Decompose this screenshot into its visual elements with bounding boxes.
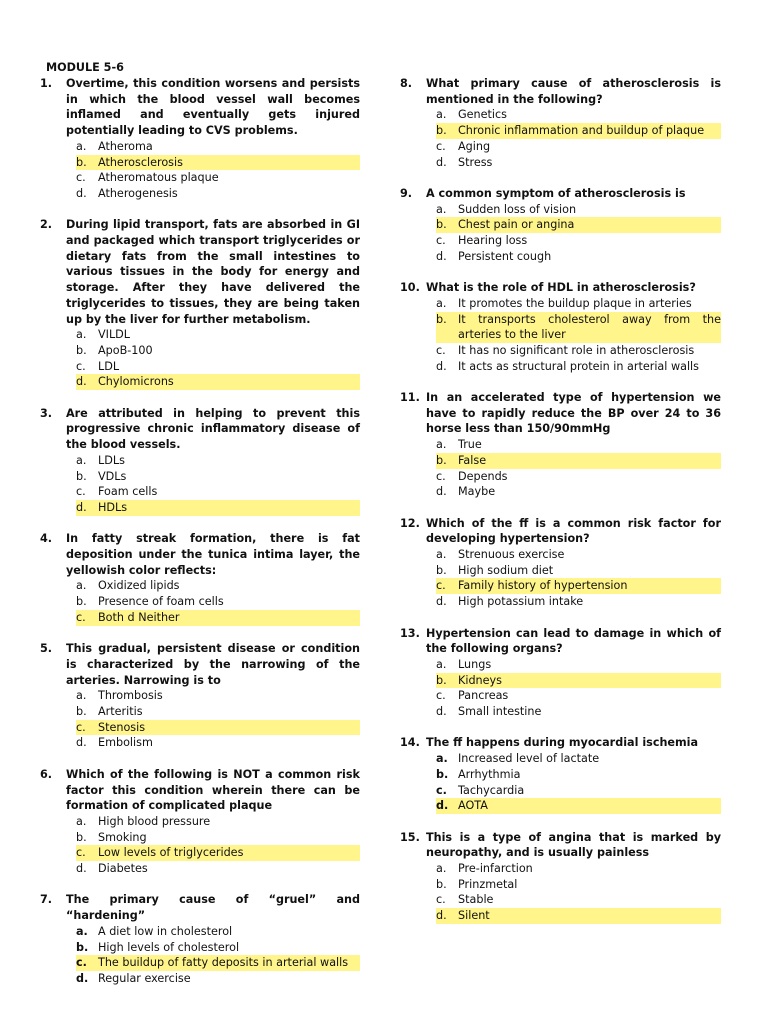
answer-option (436, 877, 721, 893)
question-item (400, 626, 721, 736)
option-text: Increased level of lactate (458, 752, 600, 766)
question-stem (400, 186, 721, 202)
option-text: VDLs (98, 469, 127, 483)
option-letter: c. (436, 783, 447, 797)
option-text: A diet low in cholesterol (98, 924, 233, 938)
option-letter: c. (436, 469, 446, 483)
question-number: 1. (40, 77, 53, 90)
question-stem (400, 626, 721, 657)
option-text: Pre-infarction (458, 862, 533, 876)
question-stem (40, 217, 360, 327)
question-stem (40, 531, 360, 578)
option-letter: c. (76, 955, 98, 971)
answer-option (436, 249, 721, 265)
option-list (40, 327, 360, 390)
question-item (40, 217, 360, 405)
answer-option (436, 107, 721, 123)
option-letter: a. (436, 108, 447, 122)
answer-option (76, 343, 360, 359)
question-text: Which of the following is NOT a common risk factor this condition wherein there can be formation of complicated plaque (66, 767, 360, 813)
answer-option (76, 139, 360, 155)
answer-option (76, 186, 360, 202)
option-letter: a. (76, 579, 87, 593)
answer-option (76, 830, 360, 846)
answer-option (76, 469, 360, 485)
option-letter: c. (436, 893, 446, 907)
question-text: The ff happens during myocardial ischemia (426, 736, 699, 750)
option-letter: d. (76, 971, 89, 985)
question-number: 14. (400, 736, 420, 750)
option-text: Persistent cough (458, 249, 552, 263)
question-item (400, 76, 721, 186)
option-list (40, 578, 360, 625)
question-text: In fatty streak formation, there is fat deposition under the tunica intima layer, the yellowish color reflects: (66, 532, 360, 577)
answer-option (436, 437, 721, 453)
question-number: 10. (400, 281, 420, 295)
option-text: High blood pressure (98, 814, 211, 828)
question-number: 4. (40, 532, 53, 546)
answer-option (76, 359, 360, 375)
option-letter: d. (76, 186, 87, 200)
option-letter: c. (76, 171, 86, 185)
option-letter: c. (436, 689, 446, 703)
answer-option (436, 296, 721, 312)
option-text: Sudden loss of vision (458, 202, 577, 216)
option-letter: c. (76, 845, 98, 861)
answer-option (76, 688, 360, 704)
option-text: Embolism (98, 736, 153, 750)
option-text: Stable (458, 893, 494, 907)
highlighted-answer-option (76, 955, 360, 971)
highlighted-answer-option (76, 155, 360, 171)
question-item (40, 76, 360, 217)
option-letter: d. (436, 359, 447, 373)
option-text: Atherogenesis (98, 186, 178, 200)
answer-option (76, 170, 360, 186)
question-number: 6. (40, 767, 53, 781)
option-letter: d. (76, 374, 98, 390)
option-text: Presence of foam cells (98, 595, 224, 609)
option-text: Low levels of triglycerides (98, 845, 360, 861)
option-letter: d. (76, 736, 87, 750)
answer-option (76, 578, 360, 594)
question-number: 2. (40, 218, 53, 232)
option-letter: d. (436, 798, 458, 814)
option-text: Atherosclerosis (98, 155, 360, 171)
option-letter: d. (76, 500, 98, 516)
question-text: Hypertension can lead to damage in which of the following organs? (426, 626, 721, 656)
option-text: Atheromatous plaque (98, 171, 219, 185)
option-letter: c. (436, 234, 446, 248)
option-text: Lungs (458, 657, 492, 671)
question-number: 7. (40, 893, 53, 907)
answer-option (436, 751, 721, 767)
option-letter: b. (76, 830, 87, 844)
option-list (400, 437, 721, 500)
left-question-column (40, 76, 360, 987)
question-stem (40, 641, 360, 688)
option-text: High levels of cholesterol (98, 940, 240, 954)
option-letter: a. (436, 752, 448, 766)
module-title: MODULE 5-6 (46, 61, 124, 74)
highlighted-answer-option (436, 578, 721, 594)
option-letter: b. (76, 343, 87, 357)
answer-option (76, 924, 360, 940)
option-letter: a. (76, 814, 87, 828)
highlighted-answer-option (76, 610, 360, 626)
option-text: Oxidized lipids (98, 579, 180, 593)
option-list (400, 107, 721, 170)
question-stem (400, 516, 721, 547)
option-text: Arteritis (98, 705, 143, 719)
option-letter: c. (76, 359, 86, 373)
highlighted-answer-option (76, 500, 360, 516)
question-item (40, 767, 360, 893)
option-text: High potassium intake (458, 595, 584, 609)
question-item (400, 830, 721, 924)
option-letter: a. (76, 453, 87, 467)
question-number: 12. (400, 516, 420, 530)
option-list (40, 453, 360, 516)
option-letter: b. (436, 673, 458, 689)
option-letter: a. (436, 862, 447, 876)
option-letter: b. (436, 312, 458, 343)
question-number: 5. (40, 642, 53, 656)
option-text: Stenosis (98, 720, 360, 736)
option-text: Regular exercise (98, 971, 191, 985)
option-text: Kidneys (458, 673, 721, 689)
question-number: 13. (400, 626, 420, 640)
answer-option (76, 861, 360, 877)
option-letter: c. (436, 578, 458, 594)
question-item (40, 641, 360, 767)
option-text: It promotes the buildup plaque in arteries (458, 296, 692, 310)
answer-option (76, 735, 360, 751)
question-item (40, 406, 360, 532)
question-number: 3. (40, 406, 53, 420)
answer-option (436, 688, 721, 704)
question-text: What is the role of HDL in atherosclerosis? (426, 281, 696, 295)
answer-option (436, 861, 721, 877)
option-text: Chylomicrons (98, 374, 360, 390)
option-letter: c. (436, 139, 446, 153)
question-number: 9. (400, 186, 413, 200)
question-item (400, 280, 721, 390)
option-list (400, 202, 721, 265)
option-letter: b. (76, 155, 98, 171)
option-text: ApoB-100 (98, 343, 153, 357)
answer-option (436, 657, 721, 673)
option-letter: c. (76, 610, 98, 626)
right-question-column (400, 76, 721, 924)
option-text: Hearing loss (458, 234, 528, 248)
question-text: Are attributed in helping to prevent this progressive chronic inflammatory disease of the blood vessels. (66, 406, 360, 452)
highlighted-answer-option (436, 673, 721, 689)
highlighted-answer-option (76, 374, 360, 390)
option-list (40, 924, 360, 987)
question-stem (400, 280, 721, 296)
answer-option (76, 704, 360, 720)
answer-option (76, 814, 360, 830)
option-text: True (458, 438, 482, 452)
option-list (400, 657, 721, 720)
option-list (40, 814, 360, 877)
option-text: LDLs (98, 453, 125, 467)
option-text: Aging (458, 139, 491, 153)
question-item (40, 531, 360, 641)
option-text: Atheroma (98, 139, 153, 153)
option-text: High sodium diet (458, 563, 554, 577)
answer-option (76, 484, 360, 500)
highlighted-answer-option (436, 312, 721, 343)
question-item (400, 186, 721, 280)
option-list (40, 688, 360, 751)
option-text: Chronic inflammation and buildup of plaque (458, 123, 721, 139)
question-stem (400, 735, 721, 751)
option-text: Both d Neither (98, 610, 360, 626)
option-letter: a. (76, 328, 87, 342)
option-list (400, 861, 721, 924)
answer-option (436, 155, 721, 171)
answer-option (436, 892, 721, 908)
option-letter: a. (76, 924, 88, 938)
question-text: This is a type of angina that is marked by neuropathy, and is usually painless (426, 830, 721, 860)
question-item (400, 735, 721, 829)
answer-option (436, 359, 721, 375)
option-text: Small intestine (458, 705, 542, 719)
question-item (400, 516, 721, 626)
highlighted-answer-option (76, 845, 360, 861)
option-letter: b. (436, 123, 458, 139)
option-text: Thrombosis (98, 689, 163, 703)
highlighted-answer-option (436, 217, 721, 233)
option-letter: a. (76, 139, 87, 153)
option-letter: d. (436, 595, 447, 609)
option-text: Genetics (458, 108, 507, 122)
question-stem (40, 76, 360, 139)
answer-option (436, 594, 721, 610)
option-list (40, 139, 360, 202)
question-text: This gradual, persistent disease or condition is characterized by the narrowing of the arteries. Narrowing is to (66, 642, 360, 687)
option-letter: a. (436, 438, 447, 452)
question-stem (40, 892, 360, 923)
option-list (400, 296, 721, 375)
option-text: Arrhythmia (458, 767, 521, 781)
option-letter: d. (436, 705, 447, 719)
question-text: The primary cause of “gruel” and “hardening” (66, 893, 360, 923)
option-letter: a. (436, 657, 447, 671)
question-text: In an accelerated type of hypertension we have to rapidly reduce the BP over 24 to 36 horse less than 150/90mmHg (426, 391, 721, 436)
question-stem (400, 76, 721, 107)
question-number: 8. (400, 77, 413, 90)
option-text: Tachycardia (458, 783, 525, 797)
option-letter: b. (436, 767, 449, 781)
question-text: A common symptom of atherosclerosis is (426, 186, 686, 200)
option-text: Stress (458, 155, 493, 169)
option-text: It transports cholesterol away from the arteries to the liver (458, 312, 721, 342)
answer-option (436, 139, 721, 155)
option-letter: a. (436, 548, 447, 562)
highlighted-answer-option (436, 453, 721, 469)
highlighted-answer-option (436, 798, 721, 814)
option-letter: b. (76, 469, 87, 483)
question-text: During lipid transport, fats are absorbed in GI and packaged which transport triglycerides or dietary fats from the small intestines to various tissues in the body for energy and storage. After they have delivered the triglycerides to tissues, they are being taken up by the liver for further metabolism. (66, 218, 360, 326)
answer-option (436, 563, 721, 579)
option-text: HDLs (98, 500, 360, 516)
option-text: It acts as structural protein in arterial walls (458, 359, 699, 373)
option-list (400, 547, 721, 610)
option-letter: b. (76, 595, 87, 609)
option-text: VILDL (98, 328, 131, 342)
answer-option (76, 971, 360, 987)
option-letter: c. (76, 720, 98, 736)
answer-option (76, 940, 360, 956)
answer-option (436, 767, 721, 783)
question-text: Which of the ff is a common risk factor for developing hypertension? (426, 516, 721, 546)
option-letter: b. (436, 453, 458, 469)
answer-option (436, 484, 721, 500)
option-list (400, 751, 721, 814)
option-letter: d. (436, 155, 447, 169)
option-letter: a. (76, 689, 87, 703)
option-text: The buildup of fatty deposits in arterial walls (98, 955, 360, 971)
answer-option (436, 469, 721, 485)
option-letter: d. (436, 908, 458, 924)
option-text: It has no significant role in atherosclerosis (458, 343, 695, 357)
option-text: Silent (458, 908, 721, 924)
answer-option (436, 783, 721, 799)
question-number: 11. (400, 391, 420, 405)
option-letter: b. (76, 940, 89, 954)
option-text: Pancreas (458, 689, 509, 703)
option-letter: c. (436, 343, 446, 357)
option-letter: c. (76, 485, 86, 499)
option-text: Family history of hypertension (458, 578, 721, 594)
option-letter: a. (436, 202, 447, 216)
option-text: Maybe (458, 485, 496, 499)
answer-option (436, 202, 721, 218)
answer-option (436, 547, 721, 563)
option-letter: b. (436, 877, 447, 891)
option-letter: b. (436, 217, 458, 233)
answer-option (76, 594, 360, 610)
option-text: Strenuous exercise (458, 548, 565, 562)
question-item (40, 892, 360, 986)
highlighted-answer-option (436, 908, 721, 924)
answer-option (436, 704, 721, 720)
answer-option (76, 327, 360, 343)
question-stem (40, 406, 360, 453)
option-letter: d. (436, 485, 447, 499)
option-text: Chest pain or angina (458, 217, 721, 233)
option-text: LDL (98, 359, 120, 373)
option-text: False (458, 453, 721, 469)
answer-option (436, 233, 721, 249)
answer-option (76, 453, 360, 469)
option-letter: b. (436, 563, 447, 577)
option-text: Prinzmetal (458, 877, 518, 891)
option-letter: d. (436, 249, 447, 263)
option-text: Smoking (98, 830, 147, 844)
question-stem (40, 767, 360, 814)
highlighted-answer-option (76, 720, 360, 736)
question-stem (400, 830, 721, 861)
question-stem (400, 390, 721, 437)
option-letter: b. (76, 705, 87, 719)
option-text: Diabetes (98, 862, 148, 876)
option-letter: d. (76, 862, 87, 876)
option-text: AOTA (458, 798, 721, 814)
question-item (400, 390, 721, 516)
question-text: Overtime, this condition worsens and persists in which the blood vessel wall becomes inflamed and eventually gets injured potentially leading to CVS problems. (66, 77, 360, 138)
option-text: Foam cells (98, 485, 158, 499)
question-text: What primary cause of atherosclerosis is mentioned in the following? (426, 77, 721, 106)
answer-option (436, 343, 721, 359)
highlighted-answer-option (436, 123, 721, 139)
option-text: Depends (458, 469, 508, 483)
question-number: 15. (400, 830, 420, 844)
option-letter: a. (436, 296, 447, 310)
